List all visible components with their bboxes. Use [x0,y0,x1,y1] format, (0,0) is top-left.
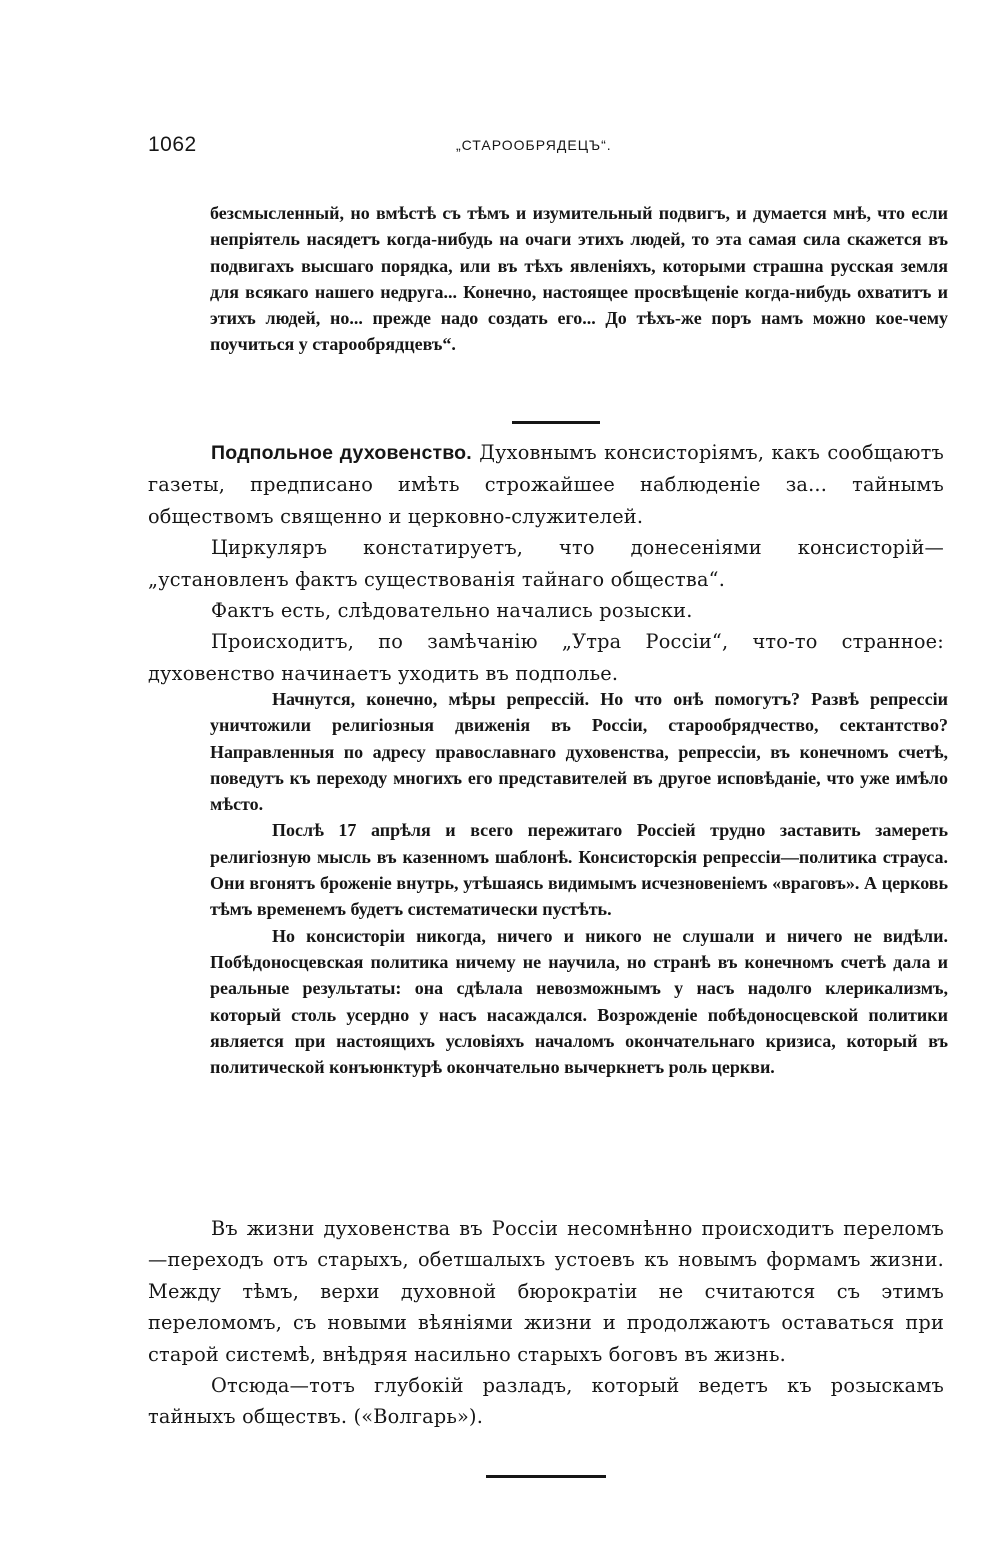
running-title: „СТАРООБРЯДЕЦЪ“. [456,137,612,153]
page-number: 1062 [148,133,197,156]
quoted-passage-top [210,200,948,358]
closing-body [148,1213,944,1433]
section-divider [512,421,600,424]
section-heading: Подпольное духовенство. [211,442,472,464]
running-head [148,133,948,163]
quote-paragraph: Но консисторіи никогда, ничего и никого не слушали и ничего не видѣли. Побѣдоносцевская политика ничему не научила, но странѣ въ конечномъ счетѣ дала и реальные результаты: она сдѣлала невозможнымъ у насъ надолго клерикализмъ, который столь усердно у насъ насаждался. Возрожденіе побѣдоносцевской политики является при настоящихъ условіяхъ началомъ окончательнаго кризиса, который въ политической конъюнктурѣ окончательно вычеркнетъ роль церкви. [210,925,948,1078]
section-body [148,437,944,689]
quote-paragraph: безсмысленный, но вмѣстѣ съ тѣмъ и изумительный подвигъ, и думается мнѣ, что если непріятель насядетъ когда-нибудь на очаги этихъ людей, то эта самая сила скажется въ подвигахъ высшаго порядка, или въ тѣхъ явленіяхъ, которыми страшна русская земля для всякаго нашего недруга... Конечно, настоящее просвѣщеніе когда-нибудь охватитъ и этихъ людей, но... прежде надо создать его... До тѣхъ-же поръ намъ можно кое-чему поучиться у старообрядцевъ“. [210,203,948,355]
quote-paragraph: Начнутся, конечно, мѣры репрессій. Но что онѣ помогутъ? Развѣ репрессіи уничтожили религіозныя движенія въ Россіи, старообрядчество, сектантство? Направленныя по адресу православнаго духовенства, репрессіи, въ конечномъ счетѣ, поведутъ къ переходу многихъ его представителей въ другое исповѣданіе, что уже имѣло мѣсто. [210,689,948,815]
section-paragraph-4: Происходитъ, по замѣчанію „Утра Россіи“, что-то странное: духовенство начинаетъ уходить въ подполье. [148,630,944,685]
closing-paragraph-2: Отсюда—тотъ глубокій разладъ, который ведетъ къ розыскамъ тайныхъ обществъ. («Волгарь»). [148,1374,944,1429]
section-paragraph-3: Фактъ есть, слѣдовательно начались розыски. [211,599,693,623]
end-divider [486,1475,606,1478]
quoted-passage-middle [210,686,948,1080]
section-paragraph-2: Циркуляръ констатируетъ, что донесеніями консисторій— „установленъ фактъ существованія тайнаго общества“. [148,536,944,591]
section-paragraph-1-text: Духовнымъ консисторіямъ, какъ сообщаютъ газеты, предписано имѣть строжайшее наблюденіе за... тайнымъ обществомъ священно и церковно-служителей. [148,441,944,528]
quote-paragraph: Послѣ 17 апрѣля и всего пережитаго Россіей трудно заставить замереть религіозную мысль въ казенномъ шаблонѣ. Консисторскія репрессіи—политика страуса. Они вгонятъ броженіе внутрь, утѣшаясь видимымъ исчезновеніемъ «враговъ». А церковь тѣмъ временемъ будетъ систематически пустѣть. [210,820,948,920]
section-paragraph-1 [148,437,944,532]
closing-paragraph-1: Въ жизни духовенства въ Россіи несомнѣнно происходитъ переломъ—переходъ отъ старыхъ, обетшалыхъ устоевъ къ новымъ формамъ жизни. Между тѣмъ, верхи духовной бюрократіи не считаются съ этимъ переломомъ, съ новыми вѣяніями жизни и продолжаютъ оставаться при старой системѣ, внѣдряя насильно старыхъ боговъ въ жизнь. [148,1217,944,1366]
